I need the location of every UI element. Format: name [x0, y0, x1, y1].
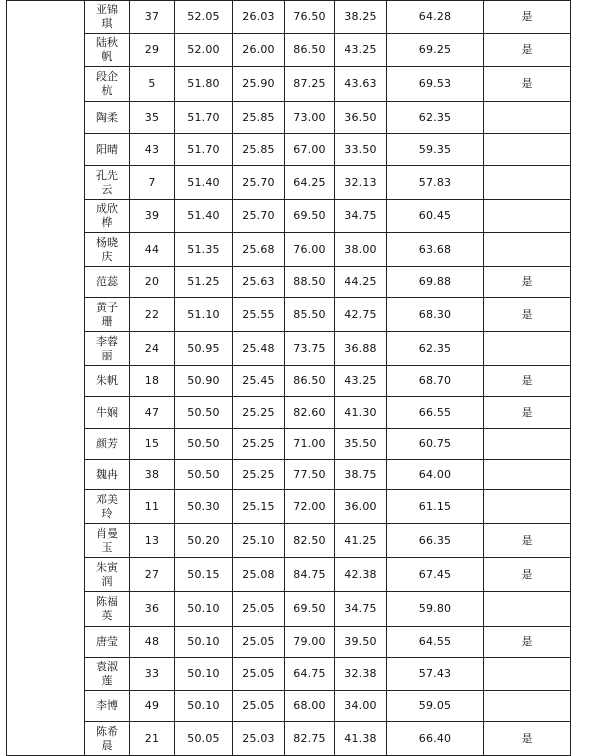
- score-1-cell: 50.50: [175, 429, 233, 460]
- score-1-cell: 50.10: [175, 627, 233, 658]
- flag-cell: 是: [484, 366, 571, 397]
- id-cell: 47: [130, 397, 175, 429]
- table-row: [7, 200, 571, 233]
- table-row: [7, 627, 571, 658]
- score-3-cell: 87.25: [285, 67, 335, 102]
- score-2-cell: 25.55: [233, 298, 285, 332]
- name-text: 阳晴: [96, 142, 118, 156]
- score-3-cell: 86.50: [285, 366, 335, 397]
- score-1-cell: 51.70: [175, 134, 233, 166]
- score-4-cell: 41.38: [335, 722, 387, 756]
- score-3-cell: 72.00: [285, 490, 335, 524]
- name-cell: [85, 558, 130, 592]
- name-text: 陈希晨: [96, 724, 118, 752]
- score-1-cell: 51.70: [175, 102, 233, 134]
- score-1-cell: 50.30: [175, 490, 233, 524]
- flag-cell: 是: [484, 267, 571, 298]
- merged-blank-cell: [7, 1, 85, 756]
- name-cell: [85, 267, 130, 298]
- score-3-cell: 76.00: [285, 233, 335, 267]
- name-cell: [85, 592, 130, 627]
- score-1-cell: 51.35: [175, 233, 233, 267]
- score-3-cell: 82.50: [285, 524, 335, 558]
- name-text: 成欣桦: [96, 202, 118, 229]
- id-cell: 39: [130, 200, 175, 233]
- table-row: [7, 658, 571, 691]
- id-cell: 20: [130, 267, 175, 298]
- table-row: [7, 1, 571, 34]
- id-cell: 29: [130, 34, 175, 67]
- table-row: [7, 691, 571, 722]
- score-4-cell: 38.00: [335, 233, 387, 267]
- score-2-cell: 25.45: [233, 366, 285, 397]
- table-row: [7, 267, 571, 298]
- name-cell: [85, 102, 130, 134]
- score-4-cell: 41.30: [335, 397, 387, 429]
- score-3-cell: 77.50: [285, 460, 335, 490]
- score-4-cell: 35.50: [335, 429, 387, 460]
- name-text: 孔先云: [96, 168, 118, 196]
- name-text: 邓美玲: [96, 492, 118, 520]
- name-cell: [85, 490, 130, 524]
- score-1-cell: 50.05: [175, 722, 233, 756]
- score-2-cell: 25.05: [233, 658, 285, 691]
- id-cell: 18: [130, 366, 175, 397]
- flag-cell: [484, 134, 571, 166]
- name-cell: [85, 722, 130, 756]
- total-cell: 59.35: [387, 134, 484, 166]
- total-cell: 57.83: [387, 166, 484, 200]
- score-4-cell: 34.75: [335, 200, 387, 233]
- score-4-cell: 36.50: [335, 102, 387, 134]
- score-4-cell: 44.25: [335, 267, 387, 298]
- score-1-cell: 50.10: [175, 658, 233, 691]
- name-text: 李蓉丽: [96, 334, 118, 362]
- score-2-cell: 25.48: [233, 332, 285, 366]
- name-text: 唐莹: [96, 635, 118, 648]
- id-cell: 48: [130, 627, 175, 658]
- flag-cell: 是: [484, 67, 571, 102]
- flag-cell: [484, 658, 571, 691]
- score-4-cell: 43.25: [335, 34, 387, 67]
- score-3-cell: 64.75: [285, 658, 335, 691]
- score-3-cell: 68.00: [285, 691, 335, 722]
- name-cell: [85, 460, 130, 490]
- score-2-cell: 25.85: [233, 102, 285, 134]
- score-3-cell: 86.50: [285, 34, 335, 67]
- name-text: 牛娴: [96, 405, 118, 419]
- table-row: [7, 166, 571, 200]
- id-cell: 15: [130, 429, 175, 460]
- total-cell: 64.55: [387, 627, 484, 658]
- id-cell: 24: [130, 332, 175, 366]
- flag-cell: 是: [484, 722, 571, 756]
- score-3-cell: 64.25: [285, 166, 335, 200]
- score-2-cell: 25.15: [233, 490, 285, 524]
- total-cell: 69.88: [387, 267, 484, 298]
- score-1-cell: 50.15: [175, 558, 233, 592]
- total-cell: 67.45: [387, 558, 484, 592]
- name-text: 朱寅润: [96, 560, 118, 588]
- score-4-cell: 42.75: [335, 298, 387, 332]
- table-row: [7, 524, 571, 558]
- score-1-cell: 50.50: [175, 460, 233, 490]
- flag-cell: 是: [484, 298, 571, 332]
- name-cell: [85, 166, 130, 200]
- name-text: 陆秋帆: [96, 36, 118, 63]
- id-cell: 38: [130, 460, 175, 490]
- score-3-cell: 76.50: [285, 1, 335, 34]
- score-4-cell: 36.88: [335, 332, 387, 366]
- table-row: [7, 298, 571, 332]
- name-cell: [85, 397, 130, 429]
- table-row: [7, 134, 571, 166]
- id-cell: 33: [130, 658, 175, 691]
- score-4-cell: 32.13: [335, 166, 387, 200]
- total-cell: 66.35: [387, 524, 484, 558]
- id-cell: 49: [130, 691, 175, 722]
- flag-cell: [484, 166, 571, 200]
- total-cell: 60.45: [387, 200, 484, 233]
- flag-cell: [484, 490, 571, 524]
- name-cell: [85, 524, 130, 558]
- name-cell: [85, 627, 130, 658]
- score-1-cell: 51.40: [175, 200, 233, 233]
- score-2-cell: 25.63: [233, 267, 285, 298]
- score-3-cell: 73.00: [285, 102, 335, 134]
- flag-cell: [484, 460, 571, 490]
- name-text: 黄子珊: [96, 300, 118, 328]
- score-1-cell: 52.00: [175, 34, 233, 67]
- score-3-cell: 85.50: [285, 298, 335, 332]
- name-text: 颜芳: [96, 437, 118, 450]
- score-4-cell: 32.38: [335, 658, 387, 691]
- id-cell: 35: [130, 102, 175, 134]
- score-3-cell: 67.00: [285, 134, 335, 166]
- score-2-cell: 25.10: [233, 524, 285, 558]
- score-2-cell: 25.05: [233, 592, 285, 627]
- score-1-cell: 50.95: [175, 332, 233, 366]
- name-cell: [85, 366, 130, 397]
- flag-cell: [484, 233, 571, 267]
- name-cell: [85, 298, 130, 332]
- score-4-cell: 41.25: [335, 524, 387, 558]
- table-row: [7, 722, 571, 756]
- flag-cell: 是: [484, 558, 571, 592]
- name-text: 陈福英: [96, 595, 118, 622]
- name-cell: [85, 332, 130, 366]
- score-2-cell: 26.03: [233, 1, 285, 34]
- flag-cell: 是: [484, 34, 571, 67]
- score-1-cell: 51.25: [175, 267, 233, 298]
- score-1-cell: 50.20: [175, 524, 233, 558]
- total-cell: 69.53: [387, 67, 484, 102]
- name-text: 段企杭: [96, 70, 118, 97]
- name-text: 朱帆: [96, 374, 118, 387]
- flag-cell: [484, 592, 571, 627]
- name-cell: [85, 691, 130, 722]
- table-row: [7, 102, 571, 134]
- total-cell: 64.00: [387, 460, 484, 490]
- id-cell: 36: [130, 592, 175, 627]
- score-1-cell: 50.50: [175, 397, 233, 429]
- flag-cell: [484, 691, 571, 722]
- id-cell: 11: [130, 490, 175, 524]
- name-cell: [85, 658, 130, 691]
- name-cell: [85, 1, 130, 34]
- id-cell: 44: [130, 233, 175, 267]
- name-text: 魏冉: [96, 467, 118, 481]
- name-cell: [85, 34, 130, 67]
- id-cell: 13: [130, 524, 175, 558]
- score-2-cell: 25.85: [233, 134, 285, 166]
- flag-cell: [484, 429, 571, 460]
- flag-cell: [484, 102, 571, 134]
- score-3-cell: 73.75: [285, 332, 335, 366]
- score-2-cell: 25.25: [233, 460, 285, 490]
- total-cell: 59.05: [387, 691, 484, 722]
- score-3-cell: 69.50: [285, 592, 335, 627]
- score-4-cell: 39.50: [335, 627, 387, 658]
- score-4-cell: 36.00: [335, 490, 387, 524]
- total-cell: 59.80: [387, 592, 484, 627]
- score-table: [6, 0, 571, 756]
- table-row: [7, 233, 571, 267]
- table-row: [7, 429, 571, 460]
- score-3-cell: 82.60: [285, 397, 335, 429]
- total-cell: 61.15: [387, 490, 484, 524]
- score-3-cell: 79.00: [285, 627, 335, 658]
- score-3-cell: 84.75: [285, 558, 335, 592]
- name-cell: [85, 429, 130, 460]
- table-row: [7, 332, 571, 366]
- name-text: 杨晓庆: [96, 235, 118, 263]
- score-4-cell: 38.25: [335, 1, 387, 34]
- id-cell: 22: [130, 298, 175, 332]
- score-4-cell: 43.63: [335, 67, 387, 102]
- score-3-cell: 88.50: [285, 267, 335, 298]
- flag-cell: [484, 332, 571, 366]
- score-2-cell: 25.70: [233, 200, 285, 233]
- score-4-cell: 34.75: [335, 592, 387, 627]
- table-row: [7, 366, 571, 397]
- table-row: [7, 67, 571, 102]
- name-cell: [85, 67, 130, 102]
- total-cell: 62.35: [387, 332, 484, 366]
- score-4-cell: 33.50: [335, 134, 387, 166]
- total-cell: 57.43: [387, 658, 484, 691]
- total-cell: 62.35: [387, 102, 484, 134]
- total-cell: 68.30: [387, 298, 484, 332]
- table-row: [7, 490, 571, 524]
- score-1-cell: 50.10: [175, 691, 233, 722]
- id-cell: 27: [130, 558, 175, 592]
- table-row: [7, 460, 571, 490]
- score-1-cell: 52.05: [175, 1, 233, 34]
- score-1-cell: 51.10: [175, 298, 233, 332]
- id-cell: 37: [130, 1, 175, 34]
- total-cell: 64.28: [387, 1, 484, 34]
- name-text: 范蕊: [96, 275, 118, 288]
- flag-cell: [484, 200, 571, 233]
- flag-cell: 是: [484, 627, 571, 658]
- table-row: [7, 397, 571, 429]
- name-cell: [85, 233, 130, 267]
- score-2-cell: 25.25: [233, 397, 285, 429]
- name-text: 亚锦琪: [96, 3, 118, 30]
- name-text: 李博: [96, 699, 118, 712]
- id-cell: 43: [130, 134, 175, 166]
- total-cell: 68.70: [387, 366, 484, 397]
- name-cell: [85, 134, 130, 166]
- score-2-cell: 26.00: [233, 34, 285, 67]
- flag-cell: 是: [484, 397, 571, 429]
- score-3-cell: 69.50: [285, 200, 335, 233]
- score-1-cell: 51.40: [175, 166, 233, 200]
- score-2-cell: 25.68: [233, 233, 285, 267]
- total-cell: 66.55: [387, 397, 484, 429]
- score-4-cell: 43.25: [335, 366, 387, 397]
- score-2-cell: 25.08: [233, 558, 285, 592]
- id-cell: 7: [130, 166, 175, 200]
- table-row: [7, 558, 571, 592]
- score-2-cell: 25.05: [233, 691, 285, 722]
- score-1-cell: 50.10: [175, 592, 233, 627]
- score-3-cell: 82.75: [285, 722, 335, 756]
- score-1-cell: 50.90: [175, 366, 233, 397]
- name-cell: [85, 200, 130, 233]
- table-row: [7, 592, 571, 627]
- total-cell: 63.68: [387, 233, 484, 267]
- score-1-cell: 51.80: [175, 67, 233, 102]
- table-row: [7, 34, 571, 67]
- id-cell: 5: [130, 67, 175, 102]
- score-2-cell: 25.05: [233, 627, 285, 658]
- total-cell: 66.40: [387, 722, 484, 756]
- name-text: 袁淑莲: [96, 660, 118, 687]
- score-3-cell: 71.00: [285, 429, 335, 460]
- score-2-cell: 25.25: [233, 429, 285, 460]
- flag-cell: 是: [484, 524, 571, 558]
- score-4-cell: 38.75: [335, 460, 387, 490]
- score-2-cell: 25.90: [233, 67, 285, 102]
- score-2-cell: 25.03: [233, 722, 285, 756]
- name-text: 肖曼玉: [96, 526, 118, 554]
- score-4-cell: 42.38: [335, 558, 387, 592]
- total-cell: 69.25: [387, 34, 484, 67]
- score-2-cell: 25.70: [233, 166, 285, 200]
- name-text: 陶柔: [96, 110, 118, 124]
- score-4-cell: 34.00: [335, 691, 387, 722]
- total-cell: 60.75: [387, 429, 484, 460]
- flag-cell: 是: [484, 1, 571, 34]
- id-cell: 21: [130, 722, 175, 756]
